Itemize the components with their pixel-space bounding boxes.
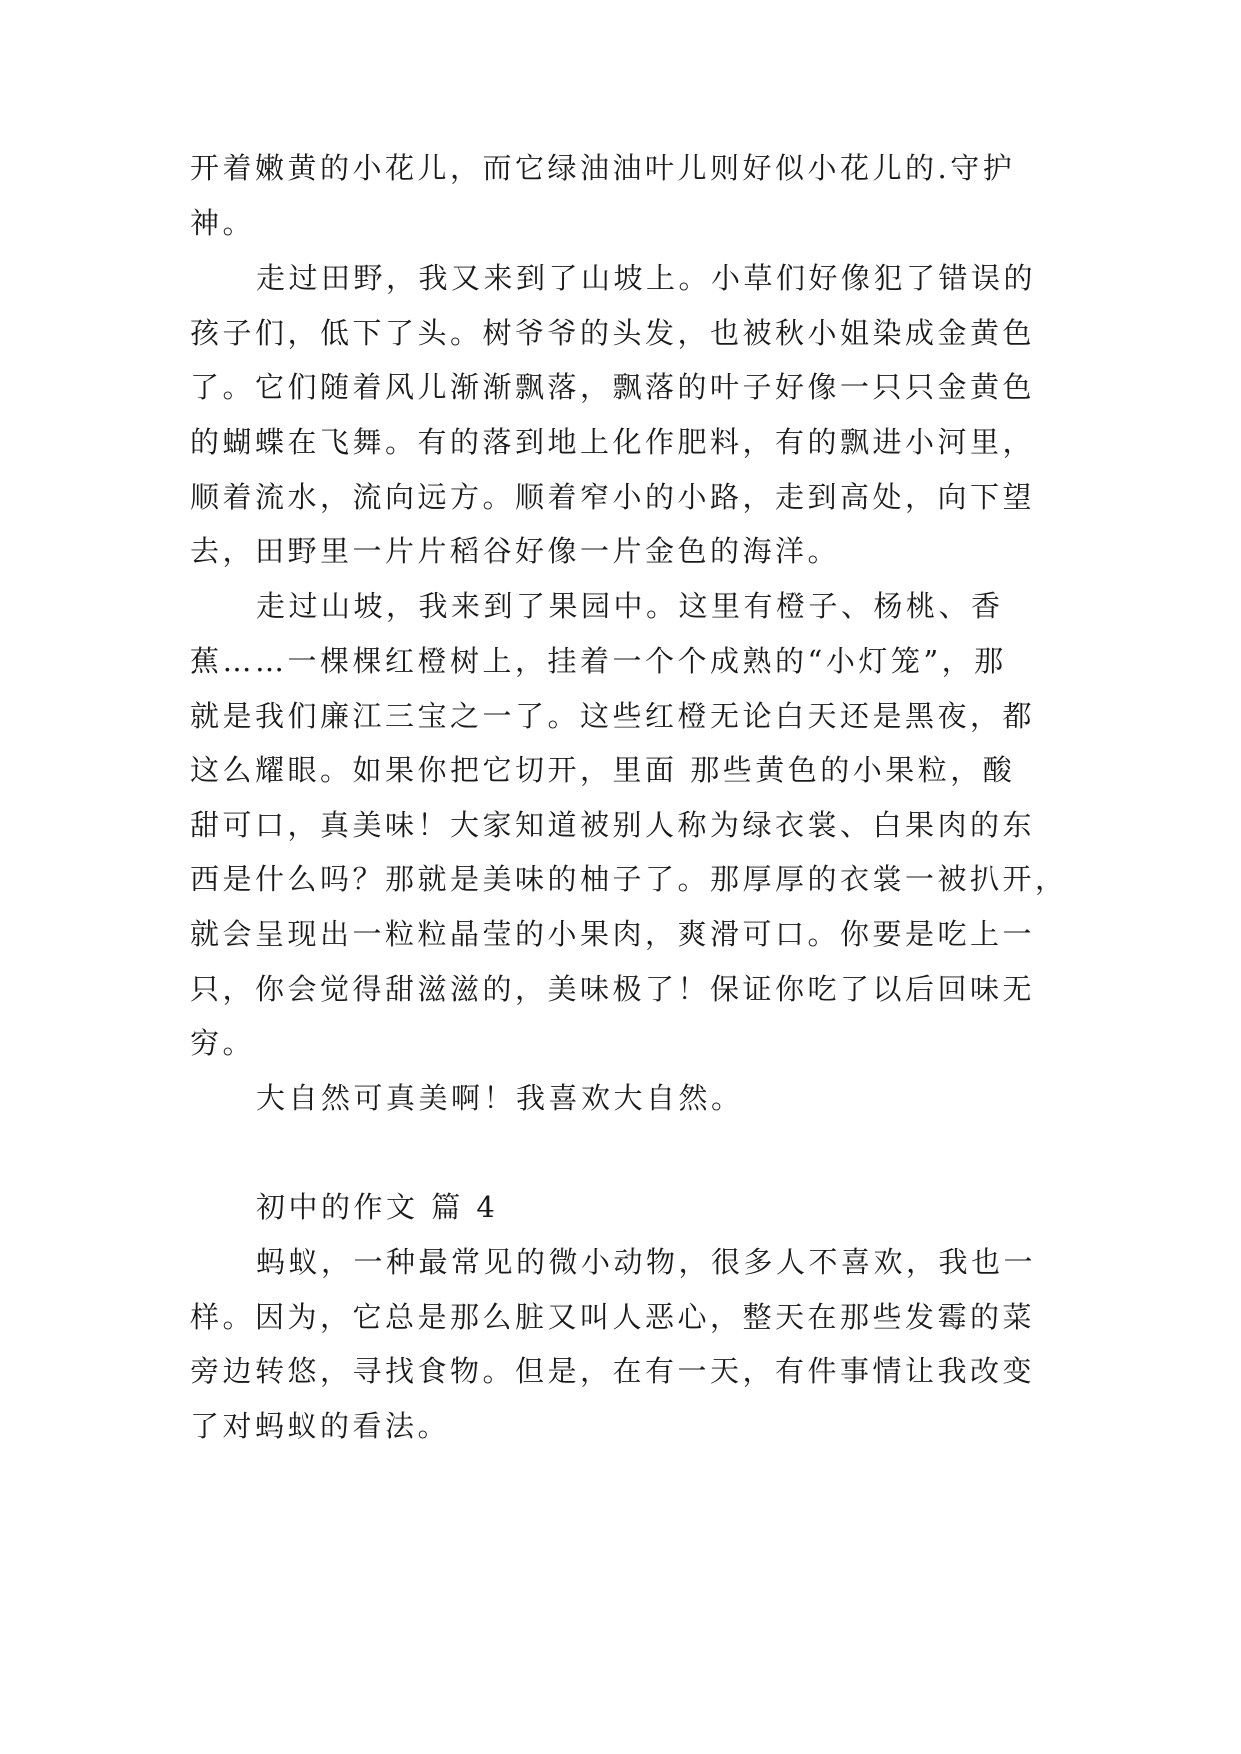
paragraph-line: 就是我们廉江三宝之一了。这些红橙无论白天还是黑夜，都	[190, 699, 1036, 733]
paragraph-line: 穷。	[190, 1026, 256, 1060]
paragraph-line: 开着嫩黄的小花儿，而它绿油油叶儿则好似小花儿的.守护	[190, 151, 1016, 185]
paragraph-line: 这么耀眼。如果你把它切开，里面 那些黄色的小果粒，酸	[190, 753, 1016, 787]
paragraph-line: 蕉……一棵棵红橙树上，挂着一个个成熟的“小灯笼”，那	[190, 644, 1007, 678]
paragraph-line: 就会呈现出一粒粒晶莹的小果肉，爽滑可口。你要是吃上一	[190, 917, 1036, 951]
paragraph-line: 的蝴蝶在飞舞。有的落到地上化作肥料，有的飘进小河里，	[190, 425, 1036, 459]
paragraph-line: 样。因为，它总是那么脏又叫人恶心，整天在那些发霉的菜	[190, 1300, 1036, 1334]
paragraph-line: 走过山坡，我来到了果园中。这里有橙子、杨桃、香	[256, 589, 1004, 623]
paragraph-line: 神。	[190, 206, 256, 240]
paragraph-line: 大自然可真美啊！我喜欢大自然。	[256, 1081, 744, 1115]
paragraph-line: 了对蚂蚁的看法。	[190, 1409, 451, 1443]
paragraph-line: 甜可口，真美味！大家知道被别人称为绿衣裳、白果肉的东	[190, 808, 1036, 842]
section-heading: 初中的作文 篇 4	[256, 1190, 499, 1224]
paragraph-line: 去，田野里一片片稻谷好像一片金色的海洋。	[190, 534, 841, 568]
paragraph-line: 蚂蚁，一种最常见的微小动物，很多人不喜欢，我也一	[256, 1245, 1037, 1279]
paragraph-line: 走过田野，我又来到了山坡上。小草们好像犯了错误的	[256, 261, 1037, 295]
paragraph-line: 孩子们，低下了头。树爷爷的头发，也被秋小姐染成金黄色	[190, 316, 1036, 350]
paragraph-line: 顺着流水，流向远方。顺着窄小的小路，走到高处，向下望	[190, 480, 1036, 514]
paragraph-line: 西是什么吗？那就是美味的柚子了。那厚厚的衣裳一被扒开，	[190, 862, 1068, 896]
paragraph-line: 了。它们随着风儿渐渐飘落，飘落的叶子好像一只只金黄色	[190, 370, 1036, 404]
paragraph-line: 旁边转悠，寻找食物。但是，在有一天，有件事情让我改变	[190, 1354, 1036, 1388]
paragraph-line: 只，你会觉得甜滋滋的，美味极了！保证你吃了以后回味无	[190, 972, 1036, 1006]
